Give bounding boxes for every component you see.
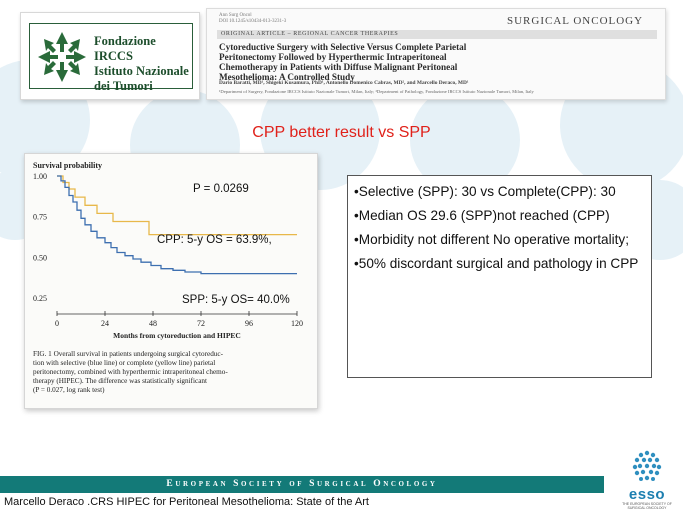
series-line-spp <box>57 176 297 274</box>
caption-line: FIG. 1 Overall survival in patients undergoing surgical cytoreduc- <box>33 350 223 358</box>
caption-line: therapy (HIPEC). The difference was statistically significant <box>33 377 207 385</box>
esso-wordmark: esso <box>628 486 666 503</box>
paper-doi: DOI 10.1245/s10434-013-3231-3 <box>219 19 287 24</box>
x-tick-label: 0 <box>55 319 59 328</box>
slide-headline: CPP better result vs SPP <box>252 124 431 141</box>
footer-credit: Marcello Deraco .CRS HIPEC for Peritoneal Mesothelioma: State of the Art <box>4 496 369 508</box>
paper-authors: Dario Baratti, MD¹, Shigeki Kusamura, PhD¹, Antonello Domenico Cabras, MD², and Marcello Deraco, MD¹ <box>219 80 469 86</box>
paper-title-line: Cytoreductive Surgery with Selective Versus Complete Parietal <box>219 42 467 52</box>
bullet-item: •Selective (SPP): 30 vs Complete(CPP): 30 <box>354 184 616 199</box>
y-tick-label: 1.00 <box>33 172 47 181</box>
caption-line: (P = 0.027, log rank test) <box>33 386 105 394</box>
caption-line: tion with selective (blue line) or complete (yellow line) parietal <box>33 359 216 367</box>
p-value-annotation: P = 0.0269 <box>193 183 249 195</box>
summary-box <box>347 175 652 378</box>
paper-affiliation: ¹Department of Surgery, Fondazione IRCCS Istituto Nazionale Tumori, Milan, Italy; ²Department of Pathology, Fondazione IRCCS Istituto Nazionale Tumori, Milan, Italy <box>219 89 534 94</box>
y-tick-label: 0.25 <box>33 294 47 303</box>
logo-frame <box>29 23 193 93</box>
caption-line: peritonectomy, combined with hyperthermic intraperitoneal chemo- <box>33 368 228 376</box>
y-tick-label: 0.50 <box>33 253 47 263</box>
paper-section: ORIGINAL ARTICLE – REGIONAL CANCER THERAPIES <box>217 30 657 39</box>
paper-meta: Ann Surg Oncol <box>219 13 252 18</box>
y-tick-label: 0.75 <box>33 212 47 222</box>
journal-name: SURGICAL ONCOLOGY <box>507 15 644 27</box>
institute-logo <box>20 12 200 100</box>
logo-line-3: dei Tumori <box>94 79 153 93</box>
logo-text <box>94 34 192 94</box>
y-axis-label: Survival probability <box>33 161 102 170</box>
survival-chart <box>25 154 319 350</box>
society-banner: European Society of Surgical Oncology <box>0 476 604 493</box>
x-tick-label: 72 <box>197 319 205 328</box>
spp-annotation: SPP: 5-y OS= 40.0% <box>182 294 290 306</box>
paper-header-image <box>206 8 666 100</box>
x-tick-label: 24 <box>101 319 109 328</box>
bullet-item: •Median OS 29.6 (SPP)not reached (CPP) <box>354 208 610 223</box>
paper-title <box>219 42 649 82</box>
logo-line-2: Istituto Nazionale <box>94 64 189 78</box>
x-tick-label: 120 <box>291 319 303 328</box>
bullet-item: •50% discordant surgical and pathology in CPP <box>354 256 639 271</box>
esso-subtitle: THE EUROPEAN SOCIETY OF SURGICAL ONCOLOGY <box>622 502 672 510</box>
paper-title-line: Peritonectomy Followed by Hyperthermic Intraperitoneal <box>219 52 447 62</box>
x-tick-label: 48 <box>149 319 157 328</box>
survival-figure <box>24 153 318 409</box>
bullet-item: •Morbidity not different No operative mortality; <box>354 232 629 247</box>
paper-title-line: Chemotherapy in Patients with Diffuse Malignant Peritoneal <box>219 62 458 72</box>
series-line-cpp <box>57 176 297 235</box>
figure-caption <box>33 350 313 395</box>
paper-title-line: Mesothelioma: A Controlled Study <box>219 72 355 82</box>
x-axis-label: Months from cytoreduction and HIPEC <box>113 331 241 340</box>
logo-line-1: Fondazione IRCCS <box>94 34 156 63</box>
compass-arrows-icon <box>36 30 88 84</box>
cpp-annotation: CPP: 5-y OS = 63.9%, <box>157 234 272 246</box>
x-tick-label: 96 <box>245 319 253 328</box>
